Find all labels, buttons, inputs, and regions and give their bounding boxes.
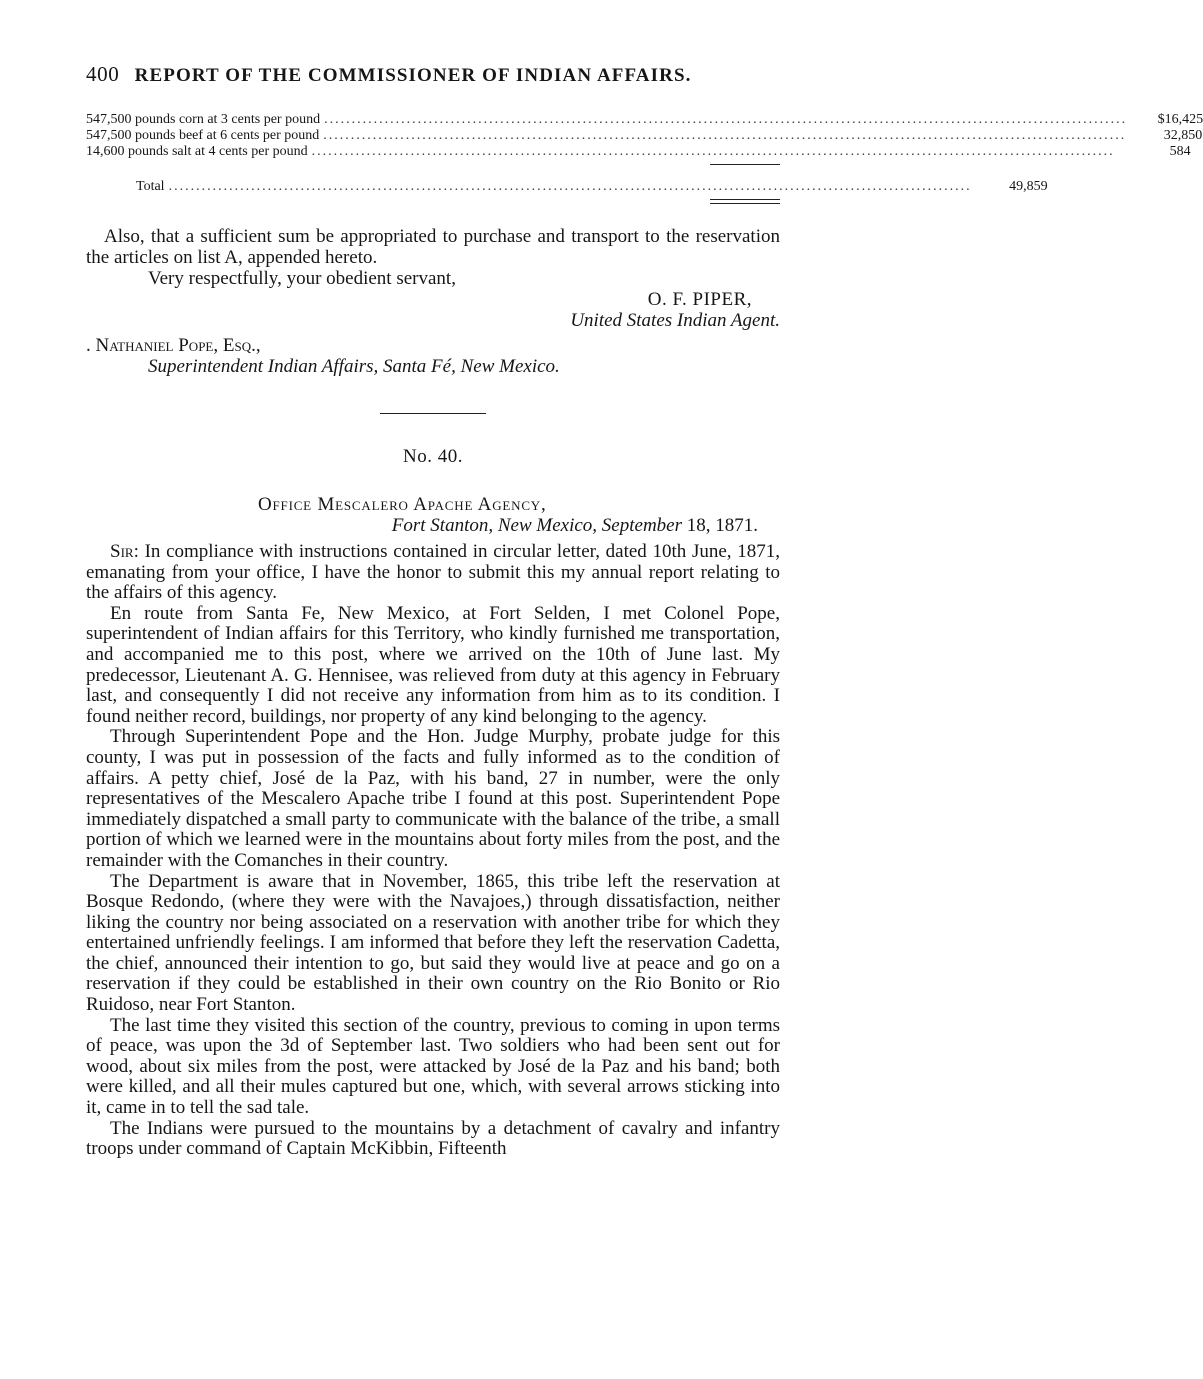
office-name: Office Mescalero Apache Agency, <box>258 494 547 515</box>
ledger-row <box>86 128 1203 144</box>
report-page <box>86 62 1203 1160</box>
letter-closing-section <box>86 226 780 331</box>
place-date-line <box>86 515 780 536</box>
paragraph-text: In compliance with instructions contained in circular letter, dated 10th June, 1871, emanating from your office, I have the honor to submit this my annual report relating to the affairs of this agency. <box>86 541 780 604</box>
leader-dots: .................................................................................................................................................. <box>311 144 1115 159</box>
leader-dots: .................................................................................................................................................. <box>323 128 1127 143</box>
leader-dots: .................................................................................................................................................. <box>168 179 972 194</box>
leader-dots: .................................................................................................................................................. <box>324 112 1128 127</box>
body-paragraph <box>86 542 780 604</box>
closing-paragraph: Also, that a sufficient sum be appropriated to purchase and transport to the reservation the articles on list A, appended hereto. <box>86 226 780 268</box>
closing-line: Very respectfully, your obedient servant, <box>148 268 456 289</box>
ledger-amount: 584 <box>1169 144 1191 159</box>
total-label: Total <box>136 179 165 194</box>
cost-ledger <box>86 112 1203 204</box>
place-location: Fort Stanton, New Mexico, September <box>391 515 682 536</box>
page-number: 400 <box>86 62 120 86</box>
ledger-total-row <box>86 179 1048 195</box>
ledger-amount: 32,850 <box>1163 128 1203 143</box>
office-heading <box>86 494 780 536</box>
body-paragraph: The Indians were pursued to the mountains by a detachment of cavalry and infantry troops under command of Captain McKibbin, Fifteenth <box>86 1117 780 1160</box>
running-head <box>86 62 780 92</box>
body-paragraph: The Department is aware that in November, 1865, this tribe left the reservation at Bosque Redondo, (where they were with the Navajoes,) through dissatisfaction, neither liking the country nor being associated on a reservation with another tribe for which they entertained unfriendly feelings. I am informed that before they left the reservation Cadetta, the chief, announced their intention to go, but said they would live at peace and go on a reservation if they could be established in their own country on the Rio Bonito or Rio Ruidoso, near Fort Stanton. <box>86 870 780 1016</box>
addressee-role: Superintendent Indian Affairs, Santa Fé, New Mexico. <box>148 356 560 377</box>
signer-title: United States Indian Agent. <box>570 310 780 331</box>
body-paragraph: The last time they visited this section of the country, previous to coming in upon terms of peace, was upon the 3d of September last. Two soldiers who had been sent out for wood, about six miles from the post, were attacked by José de la Paz and his band; both were killed, and all their mules captured but one, which, with several arrows sticking into it, came in to tell the sad tale. <box>86 1014 780 1119</box>
ledger-description: 547,500 pounds beef at 6 cents per pound <box>86 128 320 143</box>
addressee-block <box>86 335 780 377</box>
ledger-description: 14,600 pounds salt at 4 cents per pound <box>86 144 308 159</box>
document-number: No. 40. <box>403 446 463 467</box>
total-double-rule <box>710 199 780 204</box>
addressee-name: Nathaniel Pope, Esq., <box>95 335 261 356</box>
place-date: 18, 1871. <box>686 515 758 536</box>
ledger-description: 547,500 pounds corn at 3 cents per pound <box>86 112 321 127</box>
total-amount: 49,859 <box>1009 179 1048 194</box>
section-divider <box>380 413 486 414</box>
addressee-marker: . <box>86 335 91 356</box>
running-title: REPORT OF THE COMMISSIONER OF INDIAN AFFAIRS. <box>134 65 692 86</box>
report-body <box>86 542 780 1160</box>
salutation: Sir: <box>110 541 139 562</box>
ledger-amount: $16,425 <box>1157 112 1203 127</box>
signer-name: O. F. PIPER, <box>647 289 752 310</box>
body-paragraph: En route from Santa Fe, New Mexico, at Fort Selden, I met Colonel Pope, superintendent of Indian affairs for this Territory, who kindly furnished me transportation, and accompanied me to this post, where we arrived on the 10th of June last. My predecessor, Lieutenant A. G. Hennisee, was relieved from duty at this agency in February last, and consequently I did not receive any information from him as to its condition. I found neither record, buildings, nor property of any kind belonging to the agency. <box>86 602 780 727</box>
body-paragraph: Through Superintendent Pope and the Hon. Judge Murphy, probate judge for this county, I was put in possession of the facts and fully informed as to the condition of affairs. A petty chief, José de la Paz, with his band, 27 in number, were the only representatives of the Mescalero Apache tribe I found at this post. Superintendent Pope immediately dispatched a small party to communicate with the balance of the tribe, a small portion of which we learned were in the mountains about forty miles from the post, and the remainder with the Comanches in their country. <box>86 726 780 871</box>
ledger-row <box>86 144 1191 160</box>
sum-rule <box>710 164 780 165</box>
ledger-row <box>86 112 1203 128</box>
